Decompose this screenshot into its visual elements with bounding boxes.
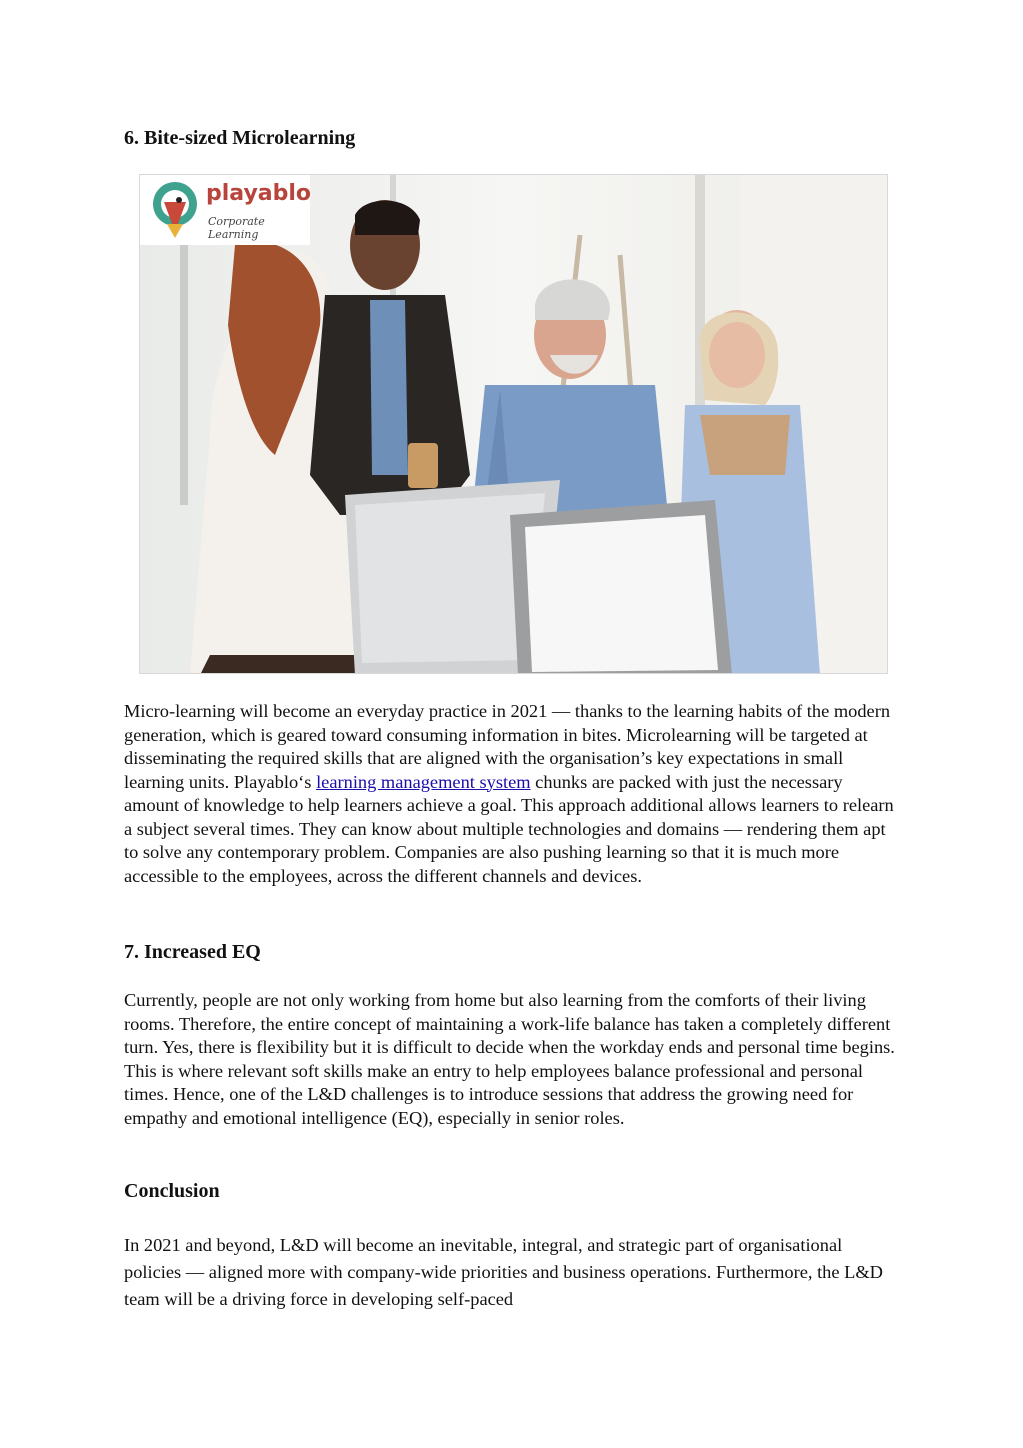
section-heading-conclusion: Conclusion bbox=[124, 1180, 220, 1202]
conclusion-paragraph: In 2021 and beyond, L&D will become an inevitable, integral, and strategic part of organisational policies — aligned more with company-wide priorities and business operations. Furthermore, the L&D team will be a driving force in developing self-paced bbox=[124, 1235, 883, 1309]
paragraph-text-end: chunks are packed with just the necessary amount of knowledge to help learners achieve a goal. This approach additional allows learners to relearn a subject several times. They can know about multiple technologies and domains — rendering them apt to solve any contemporary problem. Companies are also pushing learning so that it is much more accessible to the employees, across the different channels and devices. bbox=[124, 771, 894, 886]
playablo-logo bbox=[140, 175, 310, 245]
microlearning-paragraph bbox=[124, 700, 899, 888]
section-heading-microlearning: 6. Bite-sized Microlearning bbox=[124, 127, 356, 149]
photo-illustration bbox=[140, 175, 888, 674]
parrot-logo-icon bbox=[150, 180, 200, 240]
eq-paragraph: Currently, people are not only working from home but also learning from the comforts of their living rooms. Therefore, the entire concept of maintaining a work-life balance has taken a completely different turn. Yes, there is flexibility but it is difficult to decide when the workday ends and personal time begins. This is where relevant soft skills make an entry to help employees balance professional and personal times. Hence, one of the L&D challenges is to introduce sessions that address the growing need for empathy and emotional intelligence (EQ), especially in senior roles. bbox=[124, 990, 895, 1128]
logo-wordmark: playablo bbox=[206, 181, 312, 206]
office-team-photo bbox=[139, 174, 888, 674]
learning-management-system-link[interactable]: learning management system bbox=[316, 771, 531, 792]
paragraph-text-start: Micro-learning will become an everyday practice in 2021 — thanks to the learning habits of the modern generation, which is geared toward consuming information in bites. Microlearning will be targeted at disseminating the required skills that are aligned with the organisation’s key expectations in small learning units. Playablo‘s bbox=[124, 701, 891, 792]
logo-tagline: Corporate Learning bbox=[208, 215, 265, 241]
section-heading-eq: 7. Increased EQ bbox=[124, 941, 261, 963]
